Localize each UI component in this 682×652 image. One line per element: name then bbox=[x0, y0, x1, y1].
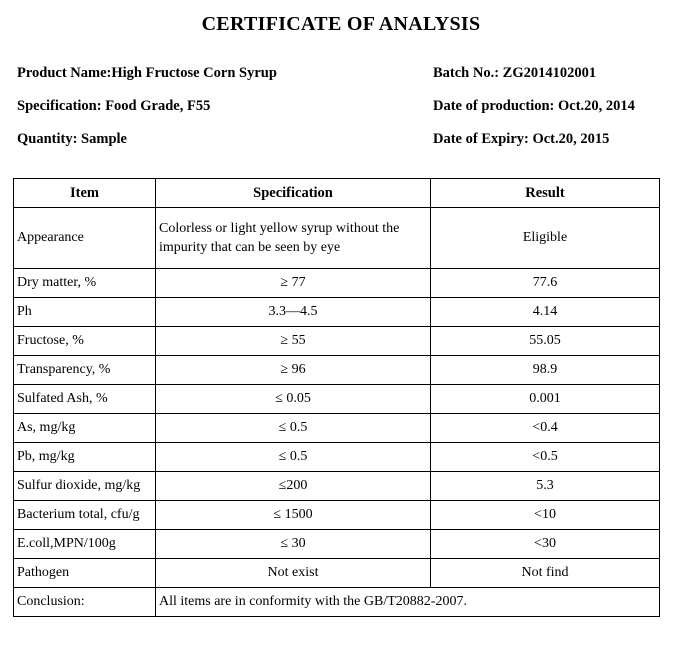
date-of-expiry: Date of Expiry: Oct.20, 2015 bbox=[433, 131, 610, 147]
item-cell: Pb, mg/kg bbox=[14, 443, 156, 472]
spec-cell: Not exist bbox=[156, 559, 431, 588]
table-row bbox=[14, 501, 660, 530]
table-row bbox=[14, 269, 660, 298]
column-header-specification: Specification bbox=[156, 179, 431, 208]
table-row bbox=[14, 208, 660, 269]
quantity: Quantity: Sample bbox=[17, 131, 127, 147]
spec-cell: Colorless or light yellow syrup without the impurity that can be seen by eye bbox=[156, 208, 431, 269]
analysis-table bbox=[13, 178, 660, 617]
table-row bbox=[14, 530, 660, 559]
batch-no: Batch No.: ZG2014102001 bbox=[433, 65, 597, 81]
conclusion-text: All items are in conformity with the GB/T20882-2007. bbox=[156, 588, 660, 617]
spec-cell: ≤200 bbox=[156, 472, 431, 501]
table-row bbox=[14, 414, 660, 443]
table-row bbox=[14, 356, 660, 385]
result-cell: 98.9 bbox=[431, 356, 660, 385]
product-name: Product Name:High Fructose Corn Syrup bbox=[17, 65, 277, 81]
document-title: CERTIFICATE OF ANALYSIS bbox=[201, 13, 481, 35]
conclusion-label: Conclusion: bbox=[14, 588, 156, 617]
spec-cell: ≤ 0.5 bbox=[156, 414, 431, 443]
result-cell: 5.3 bbox=[431, 472, 660, 501]
result-cell: 77.6 bbox=[431, 269, 660, 298]
result-cell: <0.5 bbox=[431, 443, 660, 472]
result-cell: 55.05 bbox=[431, 327, 660, 356]
item-cell: Bacterium total, cfu/g bbox=[14, 501, 156, 530]
spec-cell: ≤ 0.05 bbox=[156, 385, 431, 414]
column-header-item: Item bbox=[14, 179, 156, 208]
table-row bbox=[14, 472, 660, 501]
date-of-production: Date of production: Oct.20, 2014 bbox=[433, 98, 635, 114]
spec-cell: ≤ 1500 bbox=[156, 501, 431, 530]
result-cell: <0.4 bbox=[431, 414, 660, 443]
spec-cell: 3.3—4.5 bbox=[156, 298, 431, 327]
column-header-result: Result bbox=[431, 179, 660, 208]
table-row bbox=[14, 327, 660, 356]
result-cell: 4.14 bbox=[431, 298, 660, 327]
table-row bbox=[14, 385, 660, 414]
result-cell: 0.001 bbox=[431, 385, 660, 414]
item-cell: Appearance bbox=[14, 208, 156, 269]
item-cell: Fructose, % bbox=[14, 327, 156, 356]
item-cell: Dry matter, % bbox=[14, 269, 156, 298]
table-row bbox=[14, 559, 660, 588]
result-cell: Eligible bbox=[431, 208, 660, 269]
spec-cell: ≤ 0.5 bbox=[156, 443, 431, 472]
item-cell: Sulfur dioxide, mg/kg bbox=[14, 472, 156, 501]
table-row bbox=[14, 443, 660, 472]
specification: Specification: Food Grade, F55 bbox=[17, 98, 211, 114]
result-cell: <30 bbox=[431, 530, 660, 559]
spec-cell: ≥ 55 bbox=[156, 327, 431, 356]
spec-cell: ≤ 30 bbox=[156, 530, 431, 559]
table-row bbox=[14, 298, 660, 327]
spec-cell: ≥ 77 bbox=[156, 269, 431, 298]
conclusion-row bbox=[14, 588, 660, 617]
result-cell: Not find bbox=[431, 559, 660, 588]
item-cell: Pathogen bbox=[14, 559, 156, 588]
item-cell: As, mg/kg bbox=[14, 414, 156, 443]
item-cell: Transparency, % bbox=[14, 356, 156, 385]
result-cell: <10 bbox=[431, 501, 660, 530]
item-cell: Ph bbox=[14, 298, 156, 327]
spec-cell: ≥ 96 bbox=[156, 356, 431, 385]
item-cell: E.coll,MPN/100g bbox=[14, 530, 156, 559]
item-cell: Sulfated Ash, % bbox=[14, 385, 156, 414]
